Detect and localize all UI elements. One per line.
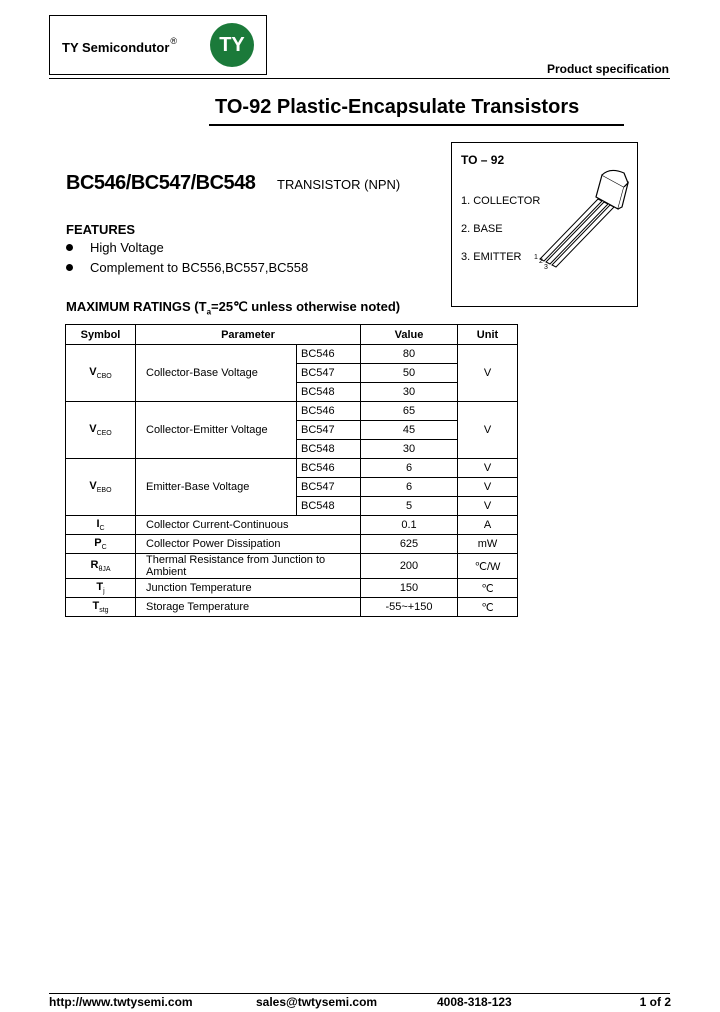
lead-number: 3: [544, 264, 548, 271]
device-cell: BC546: [297, 402, 361, 421]
column-header: Unit: [458, 325, 518, 345]
parameter-cell: Junction Temperature: [136, 579, 361, 598]
value-cell: 65: [361, 402, 458, 421]
features-heading: FEATURES: [66, 222, 136, 237]
table-row: [66, 345, 518, 364]
device-cell: BC546: [297, 459, 361, 478]
unit-cell: A: [458, 516, 518, 535]
value-cell: 625: [361, 535, 458, 554]
device-cell: BC546: [297, 345, 361, 364]
feature-item: High Voltage: [66, 240, 164, 255]
value-cell: 30: [361, 383, 458, 402]
part-type: TRANSISTOR (NPN): [277, 177, 401, 192]
unit-cell: V: [458, 345, 518, 402]
company-name: TY Semicondutor®: [62, 36, 178, 55]
table-row: [66, 579, 518, 598]
symbol-cell: $T_j$: [66, 579, 136, 598]
bullet-icon: [66, 264, 73, 271]
header-divider: [49, 78, 670, 79]
column-header: Parameter: [136, 325, 361, 345]
page-number: 1 of 2: [639, 995, 671, 1009]
company-logo: [49, 15, 267, 75]
device-cell: BC547: [297, 364, 361, 383]
symbol-cell: $T_{stg}$: [66, 598, 136, 617]
to92-package-icon: [524, 163, 634, 273]
value-cell: 30: [361, 440, 458, 459]
value-cell: 6: [361, 478, 458, 497]
ratings-table: [65, 324, 518, 617]
symbol-cell: $P_C$: [66, 535, 136, 554]
symbol-cell: $V_{CEO}$: [66, 402, 136, 459]
table-row: [66, 459, 518, 478]
lead-number: 1: [534, 254, 538, 261]
device-cell: BC547: [297, 421, 361, 440]
value-cell: 6: [361, 459, 458, 478]
title-underline: [209, 124, 624, 126]
value-cell: 45: [361, 421, 458, 440]
value-cell: -55~+150: [361, 598, 458, 617]
table-row: [66, 516, 518, 535]
table-row: [66, 402, 518, 421]
device-cell: BC548: [297, 440, 361, 459]
parameter-cell: Collector Power Dissipation: [136, 535, 361, 554]
registered-mark: ®: [170, 36, 178, 46]
lead-number: 2: [539, 258, 543, 265]
unit-cell: V: [458, 497, 518, 516]
pin-label: 2. BASE: [461, 223, 503, 235]
value-cell: 0.1: [361, 516, 458, 535]
unit-cell: V: [458, 478, 518, 497]
table-row: [66, 554, 518, 579]
ratings-heading: MAXIMUM RATINGS ($T_a=25℃$ unless otherwise noted): [66, 299, 401, 317]
unit-cell: ℃: [458, 598, 518, 617]
parameter-cell: Collector Current-Continuous: [136, 516, 361, 535]
column-header: Symbol: [66, 325, 136, 345]
footer-phone: 4008-318-123: [437, 995, 512, 1009]
parameter-cell: Emitter-Base Voltage: [136, 459, 297, 516]
pin-label: 1. COLLECTOR: [461, 195, 541, 207]
unit-cell: ℃: [458, 579, 518, 598]
table-row: [66, 598, 518, 617]
package-title: TO – 92: [461, 153, 505, 167]
device-cell: BC548: [297, 383, 361, 402]
feature-item: Complement to BC556,BC557,BC558: [66, 260, 308, 275]
unit-cell: ℃/W: [458, 554, 518, 579]
device-cell: BC548: [297, 497, 361, 516]
symbol-cell: $I_C$: [66, 516, 136, 535]
part-numbers: BC546/BC547/BC548: [66, 172, 256, 194]
page-title: TO-92 Plastic-Encapsulate Transistors: [215, 96, 580, 118]
package-box: [451, 142, 638, 307]
parameter-cell: Collector-Base Voltage: [136, 345, 297, 402]
symbol-cell: $R_{\theta JA}$: [66, 554, 136, 579]
logo-mark-icon: TY: [210, 23, 254, 67]
table-row: [66, 535, 518, 554]
value-cell: 150: [361, 579, 458, 598]
bullet-icon: [66, 244, 73, 251]
parameter-cell: Collector-Emitter Voltage: [136, 402, 297, 459]
doc-type-label: Product specification: [546, 62, 669, 76]
value-cell: 200: [361, 554, 458, 579]
unit-cell: V: [458, 459, 518, 478]
unit-cell: V: [458, 402, 518, 459]
footer-url-link[interactable]: http://www.twtysemi.com: [49, 995, 193, 1009]
device-cell: BC547: [297, 478, 361, 497]
value-cell: 50: [361, 364, 458, 383]
footer-email-link[interactable]: sales@twtysemi.com: [256, 995, 378, 1009]
value-cell: 5: [361, 497, 458, 516]
column-header: Value: [361, 325, 458, 345]
footer-divider: [49, 993, 670, 994]
parameter-cell: Thermal Resistance from Junction to Ambient: [136, 554, 361, 579]
parameter-cell: Storage Temperature: [136, 598, 361, 617]
value-cell: 80: [361, 345, 458, 364]
pin-label: 3. EMITTER: [461, 251, 522, 263]
table-header-row: [66, 325, 518, 345]
symbol-cell: $V_{CBO}$: [66, 345, 136, 402]
unit-cell: mW: [458, 535, 518, 554]
symbol-cell: $V_{EBO}$: [66, 459, 136, 516]
